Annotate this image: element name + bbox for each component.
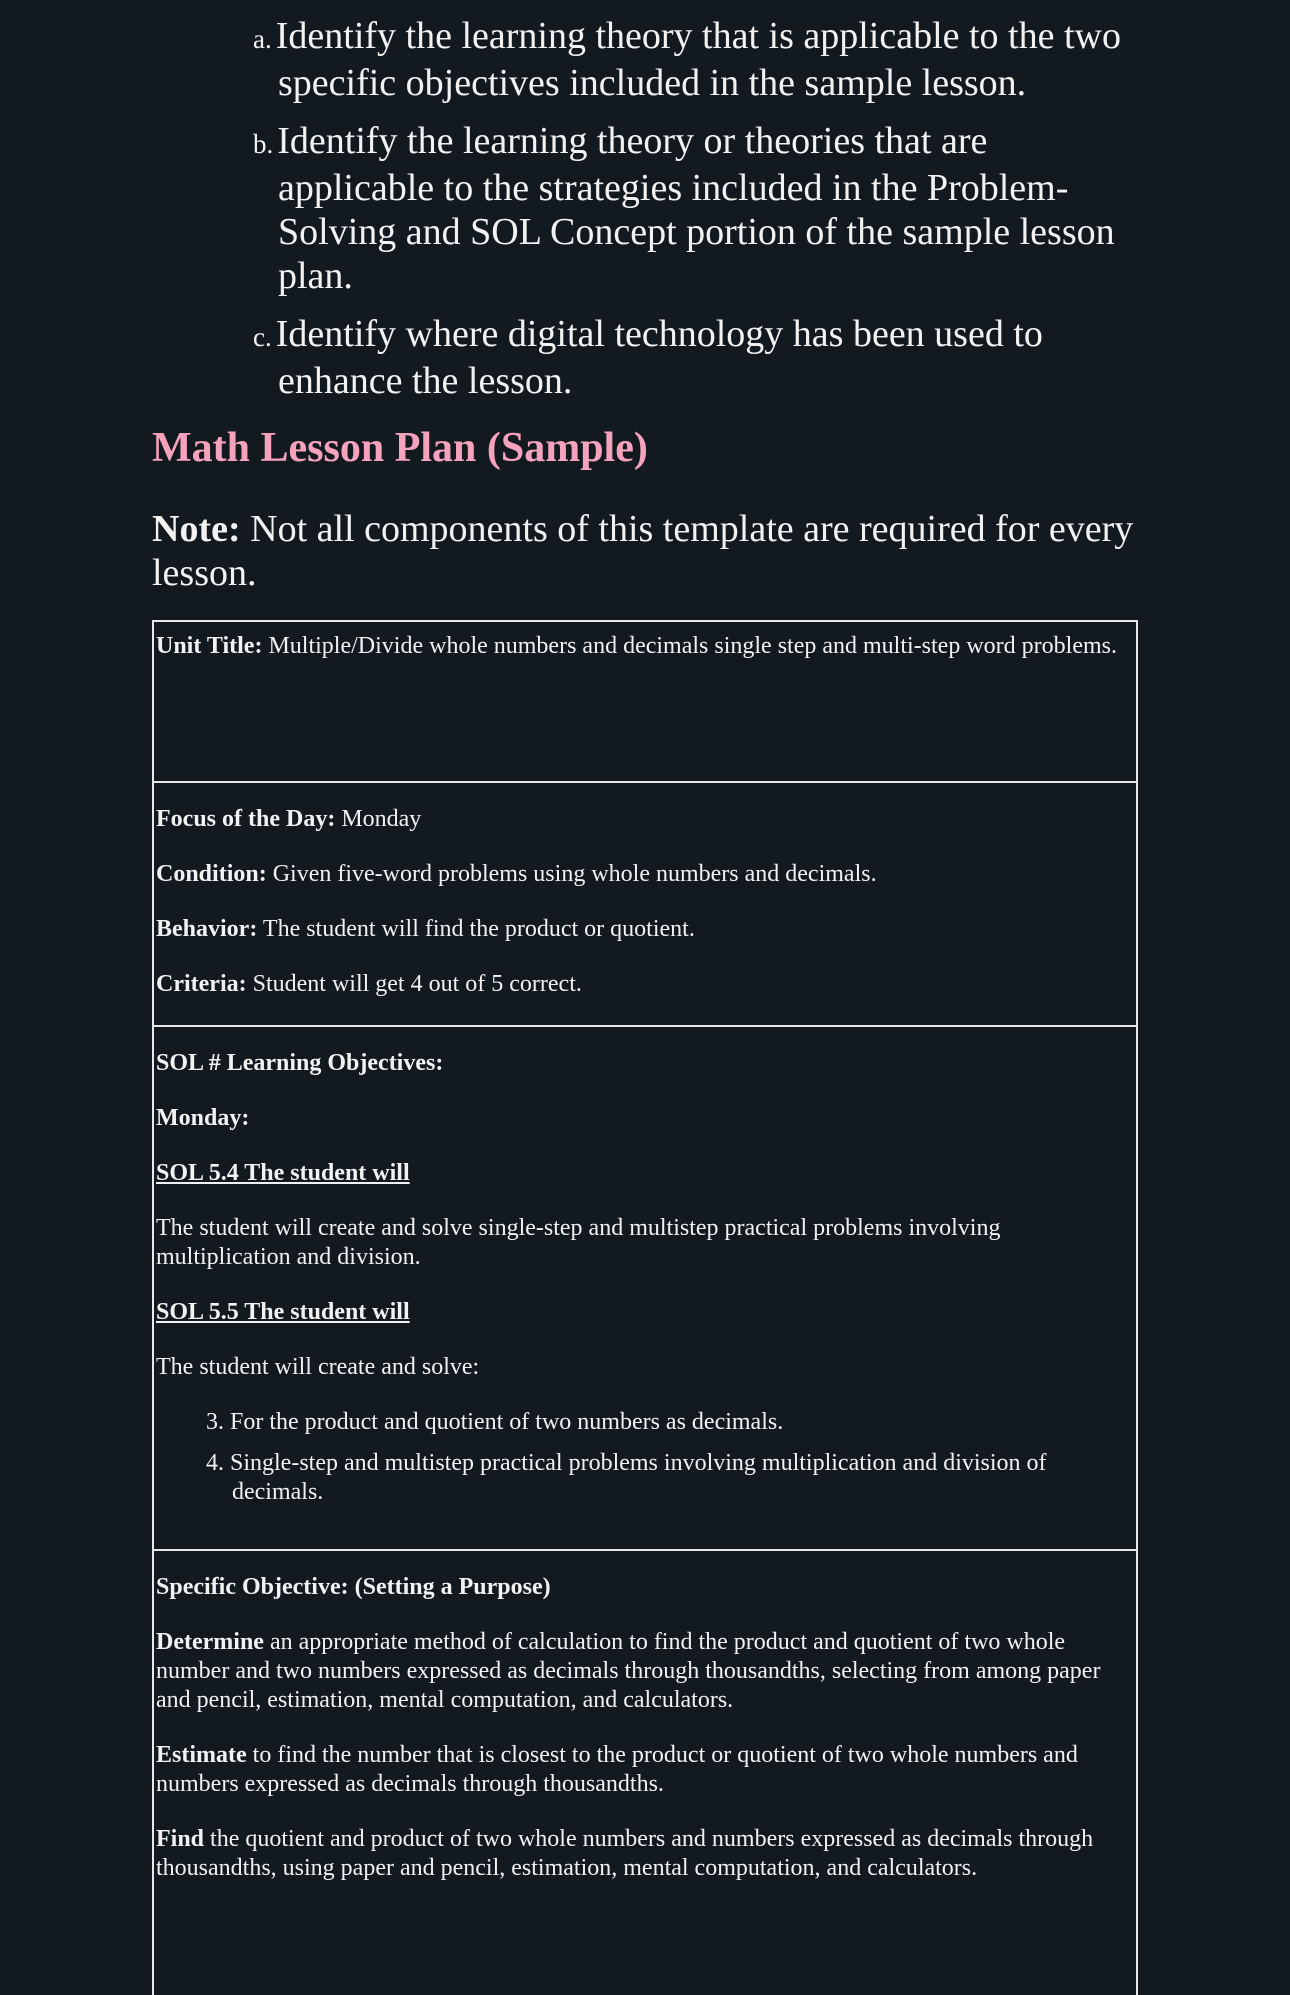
estimate-label: Estimate xyxy=(156,1742,247,1768)
question-text: Identify where digital technology has been used to enhance the lesson. xyxy=(275,313,1043,402)
sol-5-5-title: SOL 5.5 The student will xyxy=(156,1299,410,1325)
sol-5-5-list xyxy=(156,1408,1134,1507)
lesson-plan-title: Math Lesson Plan (Sample) xyxy=(152,425,648,471)
sol-5-5-intro: The student will create and solve: xyxy=(156,1354,480,1380)
focus-label: Focus of the Day: xyxy=(156,806,336,832)
sol-objectives-cell xyxy=(153,1026,1137,1550)
behavior-text: The student will find the product or quotient. xyxy=(262,916,695,942)
specific-objective-cell xyxy=(153,1550,1137,1995)
document-body xyxy=(152,0,1138,1995)
list-item: 4. Single-step and multistep practical problems involving multiplication and division of decimals. xyxy=(206,1450,1047,1505)
unit-title-label: Unit Title: xyxy=(156,633,263,659)
unit-title-text: Multiple/Divide whole numbers and decimals single step and multi-step word problems. xyxy=(268,633,1117,659)
lesson-plan-table xyxy=(152,620,1138,1995)
unit-title-row xyxy=(153,621,1137,782)
question-item xyxy=(253,119,1138,298)
specific-objective-row xyxy=(153,1550,1137,1995)
question-text: Identify the learning theory that is applicable to the two specific objectives included in the sample lesson. xyxy=(275,15,1121,104)
unit-title-cell xyxy=(153,621,1137,782)
note-label: Note: xyxy=(152,508,241,550)
sol-5-4-text: The student will create and solve single-step and multistep practical problems involving multiplication and division. xyxy=(156,1215,1001,1270)
note-paragraph xyxy=(152,507,1138,595)
question-text: Identify the learning theory or theories that are applicable to the strategies included in the Problem-Solving and SOL Concept portion of the sample lesson plan. xyxy=(277,120,1115,297)
find-text: the quotient and product of two whole numbers and numbers expressed as decimals through thousandths, using paper and pencil, estimation, mental computation, and calculators. xyxy=(156,1826,1094,1881)
estimate-text: to find the number that is closest to the product or quotient of two whole numbers and numbers expressed as decimals through thousandths. xyxy=(156,1742,1078,1797)
sol-heading: SOL # Learning Objectives: xyxy=(156,1050,444,1076)
list-item: 3. For the product and quotient of two numbers as decimals. xyxy=(206,1409,784,1435)
question-marker: a. xyxy=(253,24,272,54)
condition-text: Given five-word problems using whole numbers and decimals. xyxy=(272,861,877,887)
question-marker: c. xyxy=(253,322,272,352)
question-marker: b. xyxy=(253,129,274,159)
condition-label: Condition: xyxy=(156,861,267,887)
sol-day: Monday: xyxy=(156,1105,250,1131)
specific-heading: Specific Objective: (Setting a Purpose) xyxy=(156,1574,551,1600)
behavior-label: Behavior: xyxy=(156,916,258,942)
sol-objectives-row xyxy=(153,1026,1137,1550)
focus-text: Monday xyxy=(341,806,422,832)
question-item xyxy=(253,312,1138,403)
question-item xyxy=(253,14,1138,105)
criteria-label: Criteria: xyxy=(156,971,247,997)
question-list xyxy=(152,14,1138,403)
determine-text: an appropriate method of calculation to find the product and quotient of two whole number and two numbers expressed as decimals through thousandths, selecting from among paper and pencil, estimation, mental computation, and calculators. xyxy=(156,1629,1101,1713)
sol-5-4-title: SOL 5.4 The student will xyxy=(156,1160,410,1186)
note-text: Not all components of this template are required for every lesson. xyxy=(152,508,1134,594)
criteria-text: Student will get 4 out of 5 correct. xyxy=(252,971,582,997)
focus-cell xyxy=(153,782,1137,1026)
focus-row xyxy=(153,782,1137,1026)
determine-label: Determine xyxy=(156,1629,264,1655)
find-label: Find xyxy=(156,1826,205,1852)
